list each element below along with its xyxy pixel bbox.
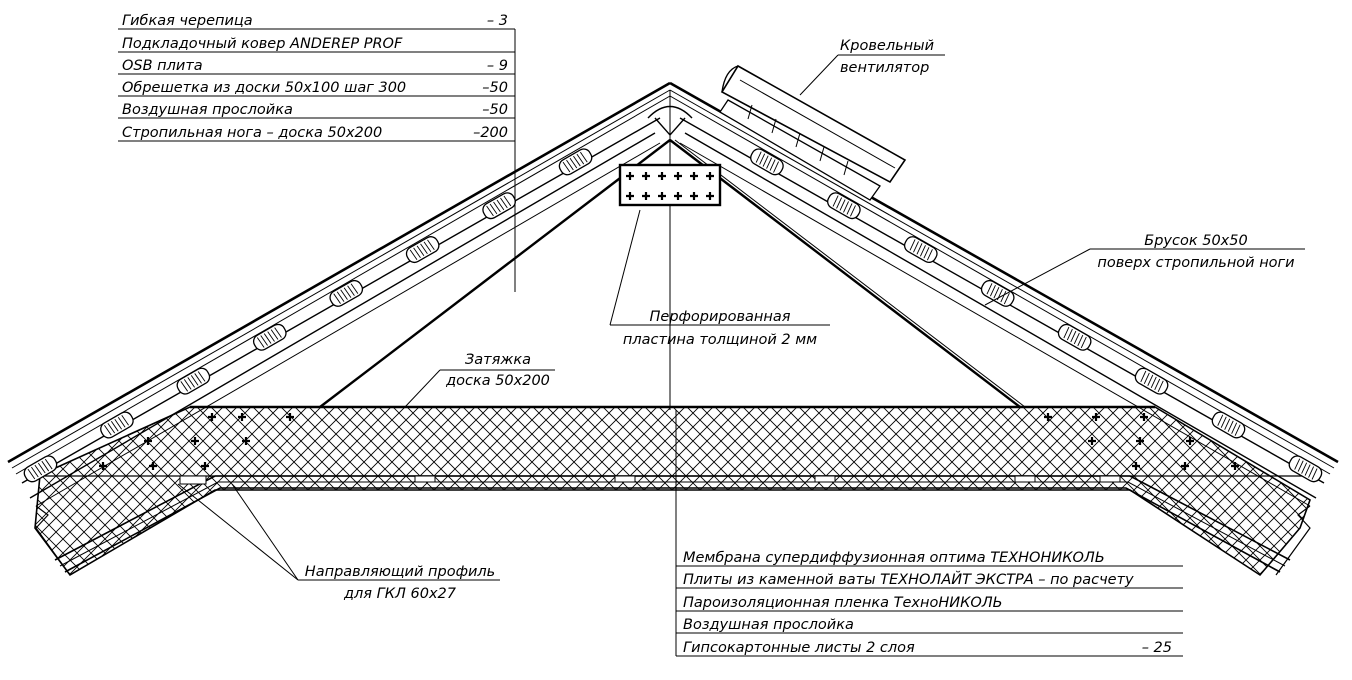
callout-plate-line1: Перфорированная <box>649 309 791 325</box>
layer-value: – 9 <box>486 58 508 74</box>
batten <box>1210 410 1247 441</box>
callout-tie-line1: Затяжка <box>464 352 532 368</box>
layer-name: Гипсокартонные листы 2 слоя <box>683 640 915 656</box>
callout-fan-line1: Кровельный <box>840 38 935 54</box>
layer-name: Плиты из каменной ваты ТЕХНОЛАЙТ ЭКСТРА – по расчету <box>683 572 1134 588</box>
batten <box>251 322 288 353</box>
callout-profile <box>305 564 495 602</box>
callout-bar <box>1097 233 1294 271</box>
layer-value: – 25 <box>1141 640 1172 656</box>
batten <box>1133 366 1170 397</box>
layer-value: –50 <box>482 102 508 118</box>
callout-bar-line2: поверх стропильной ноги <box>1097 255 1295 271</box>
layer-name: Стропильная нога – доска 50х200 <box>122 125 383 141</box>
callout-plate-line2: пластина толщиной 2 мм <box>622 332 818 348</box>
callout-plate <box>623 309 817 348</box>
layers-table-bottom <box>683 550 1172 656</box>
batten <box>825 190 862 221</box>
batten <box>902 234 939 265</box>
batten <box>1056 322 1093 353</box>
callout-tie-line2: доска 50х200 <box>446 373 550 389</box>
layer-value: –50 <box>482 80 508 96</box>
roof-slopes <box>8 83 1338 575</box>
layer-name: OSB плита <box>122 58 203 74</box>
layer-name: Подкладочный ковер ANDEREP PROF <box>122 36 403 52</box>
layer-name: Воздушная прослойка <box>683 617 854 633</box>
layer-name: Обрешетка из доски 50х100 шаг 300 <box>122 80 407 96</box>
batten <box>175 366 212 397</box>
layer-value: –200 <box>473 125 508 141</box>
layer-value: – 3 <box>486 13 508 29</box>
batten <box>1287 453 1324 484</box>
callout-fan <box>840 38 934 76</box>
layers-table-top <box>122 13 508 141</box>
callout-profile-line1: Направляющий профиль <box>304 564 496 580</box>
callout-fan-line2: вентилятор <box>840 60 930 76</box>
callout-bar-line1: Брусок 50х50 <box>1144 233 1248 249</box>
batten <box>979 278 1016 309</box>
roof-fan-icon <box>720 66 905 200</box>
layer-name: Воздушная прослойка <box>122 102 293 118</box>
perforated-plate <box>620 165 720 205</box>
layer-name: Гибкая черепица <box>122 13 253 29</box>
callout-profile-line2: для ГКЛ 60х27 <box>344 586 456 602</box>
layer-name: Пароизоляционная пленка ТехноНИКОЛЬ <box>683 595 1003 611</box>
layer-name: Мембрана супердиффузионная оптима ТЕХНОНИКОЛЬ <box>683 550 1105 566</box>
